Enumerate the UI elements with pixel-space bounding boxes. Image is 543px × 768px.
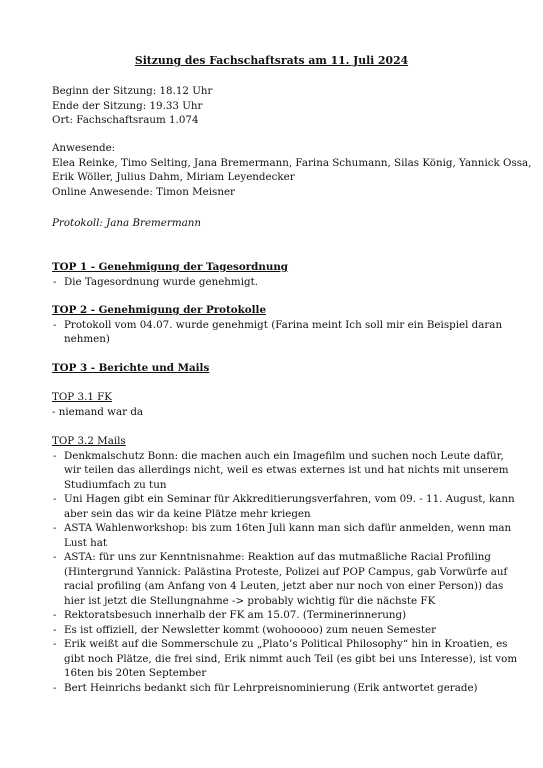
top2-section	[52, 303, 522, 347]
list-item: - Erik weißt auf die Sommerschule zu „Plato’s Political Philosophy“ hin in Kroatien, es gibt noch Plätze, die frei sind, Erik nimmt auch Teil (es gibt bei uns Interesse), ist vom 16ten bis 20ten September	[52, 637, 522, 681]
mails-list	[52, 449, 522, 696]
list-item: - ASTA Wahlenworkshop: bis zum 16ten Juli kann man sich dafür anmelden, wenn man Lust hat	[52, 521, 522, 550]
top3-1-section	[52, 390, 522, 419]
top1-section	[52, 260, 522, 289]
list-item: - ASTA: für uns zur Kenntnisnahme: Reaktion auf das mutmaßliche Racial Profiling (Hintergrund Yannick: Palästina Proteste, Polizei auf POP Campus, gab Vorwürfe auf racial profiling (am Anfang von 4 Leuten, jetzt aber nur noch von einer Person)) das hier ist jetzt die Stellungnahme -> probably wichtig für die nächste FK	[52, 550, 522, 608]
top3-section	[52, 361, 522, 376]
top3-2-section	[52, 434, 522, 695]
list-item: - Protokoll vom 04.07. wurde genehmigt (Farina meint Ich soll mir ein Beispiel daran nehmen)	[52, 318, 522, 347]
list-item: - Die Tagesordnung wurde genehmigt.	[52, 275, 522, 290]
attendees-line-1: Elea Reinke, Timo Selting, Jana Bremermann, Farina Schumann, Silas König, Yannick Ossa,	[52, 156, 532, 169]
protocol-author: Protokoll: Jana Bremermann	[52, 217, 201, 229]
top3-heading: TOP 3 - Berichte und Mails	[52, 362, 210, 374]
attendees-label: Anwesende:	[52, 142, 116, 154]
list-item: - Es ist offiziell, der Newsletter kommt (wohooooo) zum neuen Semester	[52, 623, 522, 638]
online-attendees: Online Anwesende: Timon Meisner	[52, 185, 235, 198]
meeting-meta	[52, 84, 522, 128]
meeting-end: Ende der Sitzung: 19.33 Uhr	[52, 99, 203, 112]
top2-heading: TOP 2 - Genehmigung der Protokolle	[52, 304, 266, 316]
top3-1-text: - niemand war da	[52, 405, 144, 418]
list-item: - Uni Hagen gibt ein Seminar für Akkreditierungsverfahren, vom 09. - 11. August, kann aber sein das wir da keine Plätze mehr kriegen	[52, 492, 522, 521]
meeting-location: Ort: Fachschaftsraum 1.074	[52, 114, 199, 126]
list-item: - Rektoratsbesuch innerhalb der FK am 15.07. (Terminerinnerung)	[52, 608, 522, 623]
top1-heading: TOP 1 - Genehmigung der Tagesordnung	[52, 261, 289, 273]
attendees-section	[52, 141, 532, 199]
top2-list	[52, 318, 522, 347]
document-title: Sitzung des Fachschaftsrats am 11. Juli 2024	[134, 54, 409, 67]
top1-list	[52, 275, 522, 290]
top3-2-heading: TOP 3.2 Mails	[52, 435, 126, 447]
attendees-line-2: Erik Wöller, Julius Dahm, Miriam Leyendecker	[52, 171, 295, 183]
meeting-start: Beginn der Sitzung: 18.12 Uhr	[52, 85, 213, 97]
list-item: - Bert Heinrichs bedankt sich für Lehrpreisnominierung (Erik antwortet gerade)	[52, 681, 522, 696]
top3-1-heading: TOP 3.1 FK	[52, 391, 112, 403]
list-item: - Denkmalschutz Bonn: die machen auch ein Imagefilm und suchen noch Leute dafür, wir teilen das allerdings nicht, weil es etwas externes ist und hat nichts mit unserem Studiumfach zu tun	[52, 449, 522, 493]
